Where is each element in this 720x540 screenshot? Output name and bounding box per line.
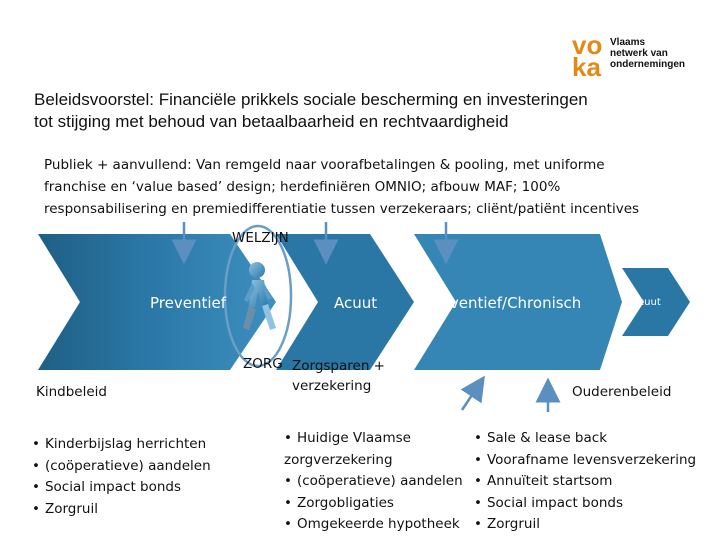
label-zorgsparen — [292, 356, 385, 396]
logo-letters-top: vo — [572, 30, 603, 60]
list-item: • Social impact bonds — [32, 477, 211, 499]
stage-acuut: Acuut — [334, 294, 378, 312]
list-item: • Voorafname levensverzekering — [474, 450, 696, 472]
label-welzijn: WELZIJN — [232, 230, 289, 246]
label-zorgsparen-line-2: verzekering — [292, 378, 372, 394]
pointer-arrow-bottom-middle — [462, 386, 478, 410]
list-ouderenbeleid — [474, 428, 696, 536]
list-kindbeleid — [32, 434, 211, 520]
label-zorgsparen-line-1: Zorgsparen + — [292, 358, 385, 374]
logo-line-2: netwerk van — [610, 48, 668, 59]
list-item: • Omgekeerde hypotheek — [284, 514, 463, 536]
list-item-continuation-text: zorgverzekering — [284, 451, 393, 468]
list-item-continuation — [284, 450, 463, 472]
intro-line-2: franchise en ‘value based’ design; herdefiniëren OMNIO; afbouw MAF; 100% — [44, 179, 561, 195]
stage-preventief-chronisch: Preventief/Chronisch — [426, 294, 582, 312]
stage-preventief: Preventief — [150, 294, 227, 312]
stage-acuut-small: Acuut — [632, 297, 661, 308]
label-kindbeleid: Kindbeleid — [36, 384, 107, 400]
list-item: • (coöperatieve) aandelen — [284, 471, 463, 493]
intro-line-1: Publiek + aanvullend: Van remgeld naar voorafbetalingen & pooling, met uniforme — [44, 157, 605, 173]
logo-letters-bottom: ka — [572, 52, 601, 82]
list-item: • Social impact bonds — [474, 493, 696, 515]
logo-line-3: ondernemingen — [610, 59, 686, 70]
logo-line-1: Vlaams — [610, 37, 646, 48]
intro-line-3: responsabilisering en premiedifferentiatie tussen verzekeraars; cliënt/patiënt incentives — [44, 201, 640, 217]
list-item: • Zorgobligaties — [284, 493, 463, 515]
list-item: • (coöperatieve) aandelen — [32, 456, 211, 478]
title-line-2: tot stijging met behoud van betaalbaarheid en rechtvaardigheid — [34, 112, 509, 131]
list-item: • Kinderbijslag herrichten — [32, 434, 211, 456]
label-ouderenbeleid: Ouderenbeleid — [572, 384, 672, 400]
list-item: • Zorgruil — [32, 499, 211, 521]
label-zorg: ZORG — [243, 356, 283, 372]
list-item: • Sale & lease back — [474, 428, 696, 450]
list-zorgsparen — [284, 428, 463, 536]
list-item: • Annuïteit startsom — [474, 471, 696, 493]
title-line-1: Beleidsvoorstel: Financiële prikkels sociale bescherming en investeringen — [34, 90, 588, 109]
list-item: • Huidige Vlaamse — [284, 428, 463, 450]
list-item: • Zorgruil — [474, 514, 696, 536]
